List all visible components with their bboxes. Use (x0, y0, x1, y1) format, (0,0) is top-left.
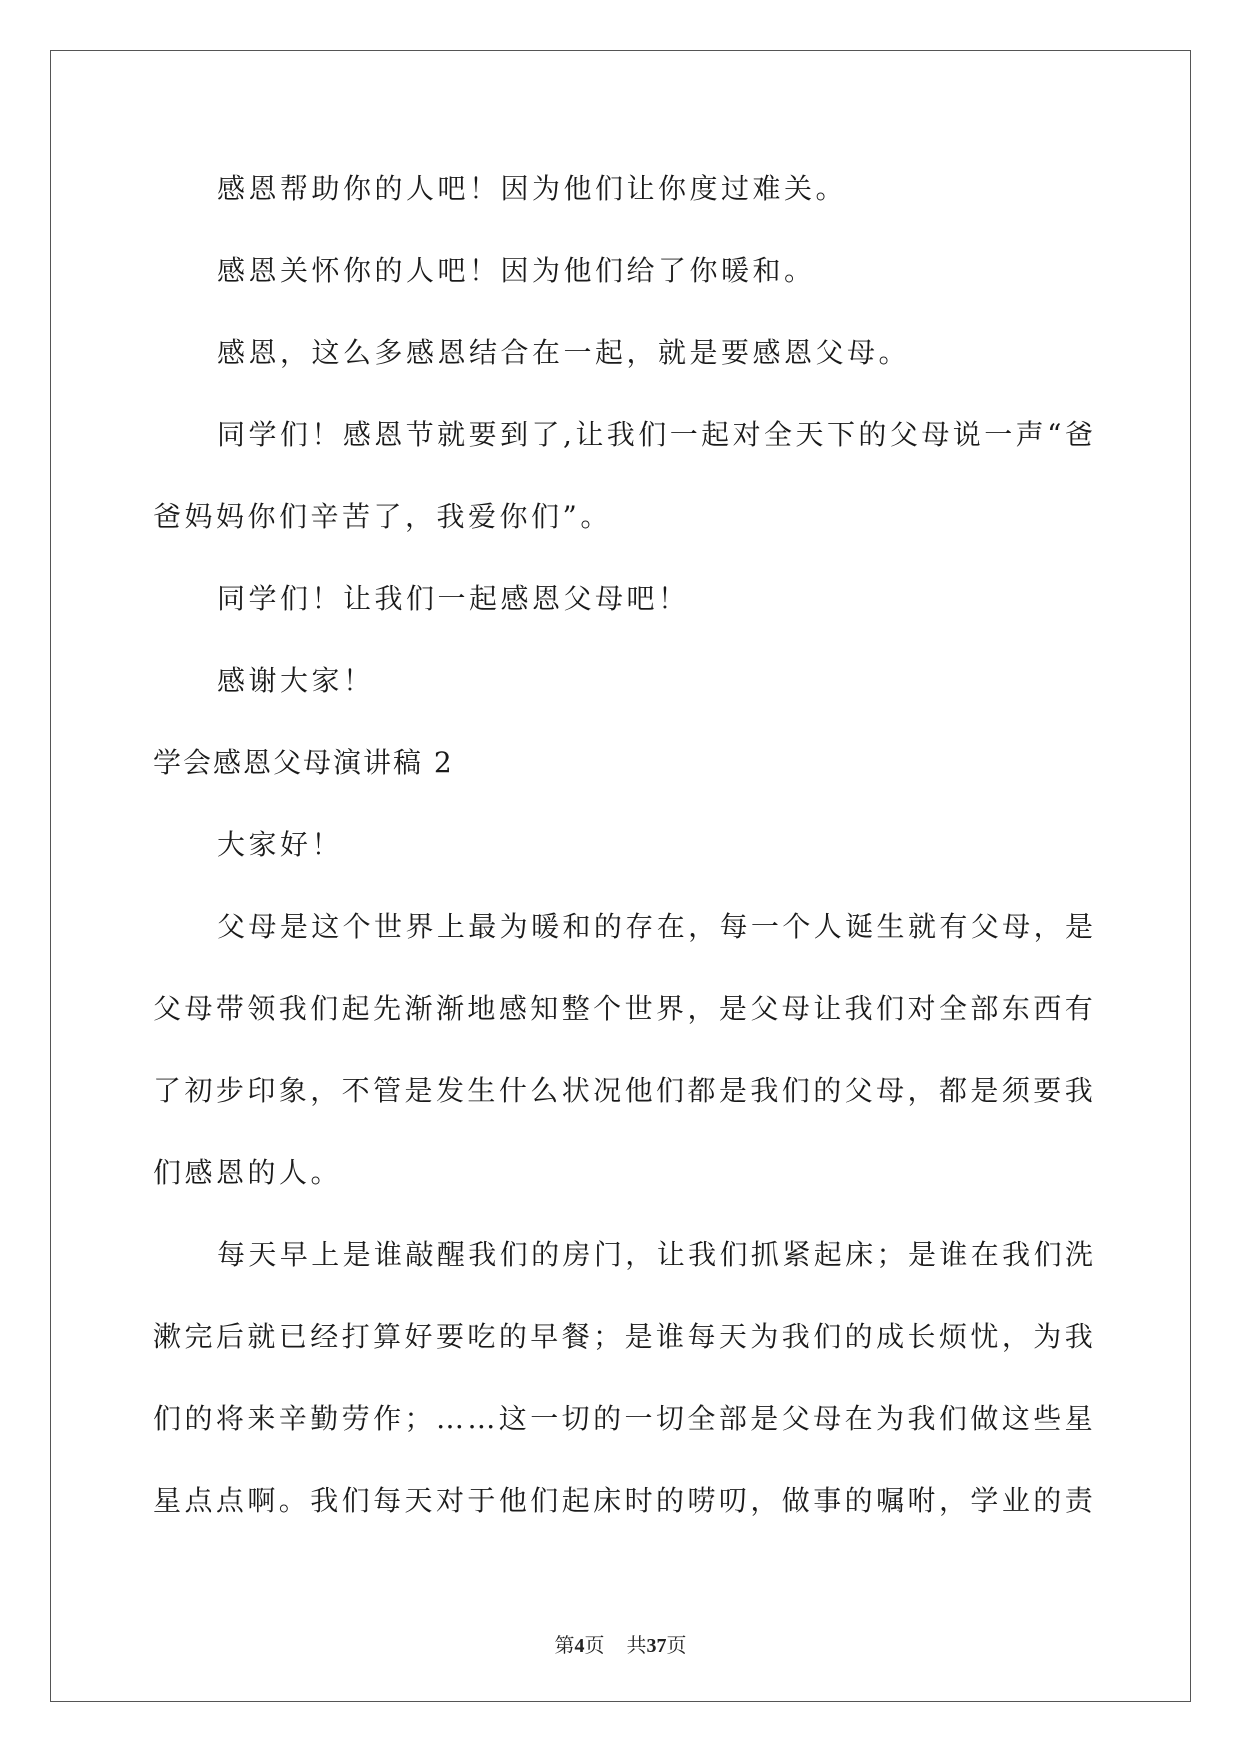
paragraph-line: 父 母 是 这 个 世 界 上 最 为 暖 和 的 存 在 ， 每 一 个 人 诞 生 就 有 父 母 ， 是 (217, 910, 1093, 943)
page-border (50, 50, 1191, 1702)
paragraph-line: 父 母 带 领 我 们 起 先 渐 渐 地 感 知 整 个 世 界 ， 是 父 母 让 我 们 对 全 部 东 西 有 (153, 992, 1093, 1025)
paragraph-line: 们感恩的人。 (153, 1156, 343, 1189)
current-page-number: 4 (574, 1635, 585, 1657)
footer-prefix: 第 (554, 1635, 575, 1657)
footer-total-prefix: 共 (626, 1635, 647, 1657)
paragraph-line: 漱 完 后 就 已 经 打 算 好 要 吃 的 早 餐 ； 是 谁 每 天 为 我 们 的 成 长 烦 忧 ， 为 我 (153, 1320, 1093, 1353)
paragraph: 感恩帮助你的人吧！因为他们让你度过难关。 (217, 172, 848, 205)
paragraph: 同学们！让我们一起感恩父母吧！ (217, 582, 690, 615)
paragraph-line: 每 天 早 上 是 谁 敲 醒 我 们 的 房 门 ， 让 我 们 抓 紧 起 床 ； 是 谁 在 我 们 洗 (217, 1238, 1093, 1271)
paragraph-line: 了 初 步 印 象 ， 不 管 是 发 生 什 么 状 况 他 们 都 是 我 们 的 父 母 ， 都 是 须 要 我 (153, 1074, 1093, 1107)
section-heading: 学会感恩父母演讲稿 2 (153, 746, 454, 779)
paragraph: 感谢大家！ (217, 664, 375, 697)
paragraph-line: 爸妈妈你们辛苦了，我爱你们”。 (153, 500, 612, 533)
paragraph: 感恩关怀你的人吧！因为他们给了你暖和。 (217, 254, 816, 287)
greeting: 大家好！ (217, 828, 344, 861)
paragraph-line: 们 的 将 来 辛 勤 劳 作 ； … … 这 一 切 的 一 切 全 部 是 父 母 在 为 我 们 做 这 些 星 (153, 1402, 1093, 1435)
page-footer (0, 1634, 1241, 1658)
paragraph-line: 星 点 点 啊 。 我 们 每 天 对 于 他 们 起 床 时 的 唠 叨 ， 做 事 的 嘱 咐 ， 学 业 的 责 (153, 1484, 1093, 1517)
paragraph-line: 同 学 们 ！ 感 恩 节 就 要 到 了 , 让 我 们 一 起 对 全 天 下 的 父 母 说 一 声 “ 爸 (217, 418, 1093, 451)
footer-page-word: 页 (584, 1635, 605, 1657)
footer-total-suffix: 页 (666, 1635, 687, 1657)
paragraph: 感恩，这么多感恩结合在一起，就是要感恩父母。 (217, 336, 911, 369)
total-pages-number: 37 (646, 1635, 667, 1657)
